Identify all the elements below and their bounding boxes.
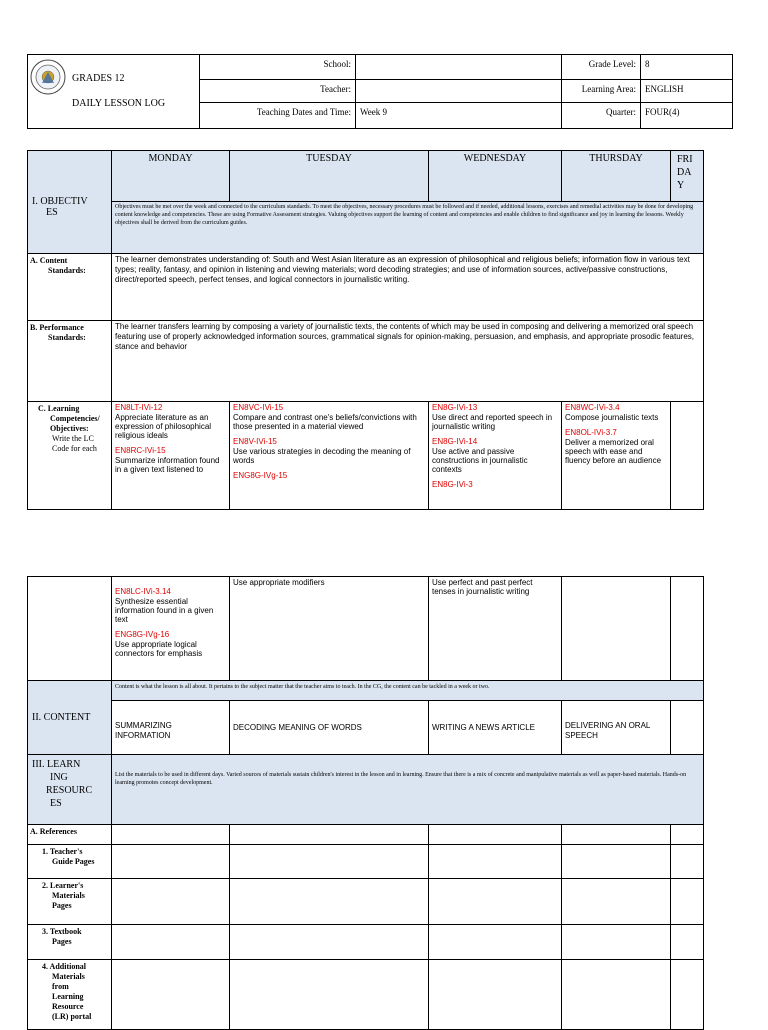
teacher-value[interactable] (356, 80, 562, 103)
competency-code: EN8OL-IVi-3.7 (565, 428, 617, 437)
monday-competencies-cont (112, 577, 230, 681)
day-monday: MONDAY (112, 151, 230, 202)
wednesday-competencies-cont (429, 577, 562, 681)
school-label: School: (200, 55, 356, 80)
competency-text: Use active and passive constructions in journalistic contexts (432, 447, 528, 474)
school-value[interactable] (356, 55, 562, 80)
thursday-competencies (562, 402, 671, 510)
competency-text: Use appropriate logical connectors for emphasis (115, 640, 203, 658)
competency-code: EN8RC-IVi-15 (115, 446, 166, 455)
monday-competencies (112, 402, 230, 510)
competency-code: ENG8G-IVg-15 (233, 471, 288, 480)
competency-code: EN8LT-IVi-12 (115, 403, 163, 412)
tb-thu[interactable] (562, 925, 671, 960)
learning-area-label: Learning Area: (562, 80, 641, 103)
friday-competencies (671, 402, 704, 510)
references-label: A. References (28, 825, 112, 845)
content-tuesday: DECODING MEANING OF WORDS (230, 701, 429, 755)
competency-code: EN8G-IVi-13 (432, 403, 478, 412)
day-friday: FRI DA Y (671, 151, 704, 202)
teachers-guide-label: 1. Teacher's Guide Pages (28, 845, 112, 879)
additional-materials-label: 4. Additional Materials from Learning Resource (LR) portal (28, 960, 112, 1030)
references-wed[interactable] (429, 825, 562, 845)
learning-area-value[interactable]: ENGLISH (641, 80, 733, 103)
am-wed[interactable] (429, 960, 562, 1030)
lm-mon[interactable] (112, 879, 230, 925)
tg-mon[interactable] (112, 845, 230, 879)
competency-code: EN8G-IVi-3 (432, 480, 473, 489)
tg-fri[interactable] (671, 845, 704, 879)
dll-title: DAILY LESSON LOG (72, 98, 166, 109)
competency-code: EN8WC-IVi-3.4 (565, 403, 620, 412)
deped-seal-icon (30, 59, 66, 95)
competency-code: EN8LC-IVi-3.14 (115, 587, 171, 596)
tb-fri[interactable] (671, 925, 704, 960)
competencies-label: C. Learning Competencies/ Objectives: Write the LC Code for each (28, 402, 112, 510)
day-wednesday: WEDNESDAY (429, 151, 562, 202)
lm-thu[interactable] (562, 879, 671, 925)
references-fri[interactable] (671, 825, 704, 845)
tuesday-competencies (230, 402, 429, 510)
competency-text: Synthesize essential information found in a given text (115, 597, 214, 624)
references-thu[interactable] (562, 825, 671, 845)
tb-mon[interactable] (112, 925, 230, 960)
objectives-table (27, 150, 704, 510)
header-table (27, 54, 733, 129)
references-tue[interactable] (230, 825, 429, 845)
lm-fri[interactable] (671, 879, 704, 925)
grade-title: GRADES 12 (72, 73, 125, 84)
wednesday-competencies (429, 402, 562, 510)
dates-label: Teaching Dates and Time: (200, 103, 356, 129)
textbook-label: 3. Textbook Pages (28, 925, 112, 960)
tb-tue[interactable] (230, 925, 429, 960)
lm-tue[interactable] (230, 879, 429, 925)
references-mon[interactable] (112, 825, 230, 845)
competency-text: Compose journalistic texts (565, 413, 659, 422)
tg-wed[interactable] (429, 845, 562, 879)
competency-code: EN8G-IVi-14 (432, 437, 478, 446)
resources-heading-cell (28, 755, 112, 825)
content-monday: SUMMARIZING INFORMATION (112, 701, 230, 755)
competency-text: Use direct and reported speech in journalistic writing (432, 413, 553, 431)
day-thursday: THURSDAY (562, 151, 671, 202)
competency-text: Deliver a memorized oral speech with ease and fluency before an audience (565, 438, 662, 465)
dates-value[interactable]: Week 9 (356, 103, 562, 129)
resources-heading: III. LEARN ING RESOURC ES (32, 759, 93, 809)
friday-competencies-cont (671, 577, 704, 681)
tb-wed[interactable] (429, 925, 562, 960)
competency-text: Use various strategies in decoding the meaning of words (233, 447, 411, 465)
objectives-note: Objectives must be met over the week and connected to the curriculum standards. To meet the objectives, necessary procedures must be followed and if needed, additional lessons, exercises and remedial activities may be done for developing content knowledge and competencies. These are using Formative Assessment strategies. Valuing objectives support the learning of content and competencies and enable children to find significance and joy in learning the lessons. Weekly objectives shall be derived from the curriculum guides. (112, 202, 704, 254)
grade-level-value[interactable]: 8 (641, 55, 733, 80)
teacher-label: Teacher: (200, 80, 356, 103)
tuesday-competencies-cont (230, 577, 429, 681)
objectives-heading: I. OBJECTIV ES (32, 196, 88, 218)
learners-materials-label: 2. Learner's Materials Pages (28, 879, 112, 925)
day-tuesday: TUESDAY (230, 151, 429, 202)
competency-text: Appreciate literature as an expression of philosophical religious ideals (115, 413, 212, 440)
quarter-label: Quarter: (562, 103, 641, 129)
competency-text: Use appropriate modifiers (233, 578, 325, 587)
performance-standards-label: B. Performance Standards: (28, 321, 112, 402)
content-heading: II. CONTENT (32, 712, 91, 723)
header-logo-cell (28, 55, 200, 129)
resources-note: List the materials to be used in different days. Varied sources of materials sustain children's interest in the lesson and in learning. Ensure that there is a mix of concrete and manipulative materials as well as paper-based materials. Hands-on learning promotes concept development. (112, 755, 704, 825)
competency-text: Compare and contrast one's beliefs/convictions with those presented in a material viewed (233, 413, 417, 431)
continuation-table (27, 576, 704, 1030)
content-thursday: DELIVERING AN ORAL SPEECH (562, 701, 671, 755)
am-fri[interactable] (671, 960, 704, 1030)
content-standards-label: A. Content Standards: (28, 254, 112, 321)
objectives-heading-cell (28, 151, 112, 254)
competencies-cont-label (28, 577, 112, 681)
competency-text: Summarize information found in a given text listened to (115, 456, 220, 474)
am-thu[interactable] (562, 960, 671, 1030)
content-wednesday: WRITING A NEWS ARTICLE (429, 701, 562, 755)
quarter-value[interactable]: FOUR(4) (641, 103, 733, 129)
content-note: Content is what the lesson is all about. It pertains to the subject matter that the teacher aims to teach. In the CG, the content can be tackled in a week or two. (112, 681, 704, 701)
competency-code: ENG8G-IVg-16 (115, 630, 170, 639)
thursday-competencies-cont (562, 577, 671, 681)
content-heading-cell (28, 681, 112, 755)
am-tue[interactable] (230, 960, 429, 1030)
tg-thu[interactable] (562, 845, 671, 879)
performance-standards-text: The learner transfers learning by composing a variety of journalistic texts, the contents of which may be used in composing and delivering a memorized oral speech featuring use of properly acknowledged information sources, grammatical signals for opinion-making, persuasion, and emphasis, and appropriate prosodic features, stance and behavior (112, 321, 704, 402)
competency-code: EN8VC-IVi-15 (233, 403, 284, 412)
competency-text: Use perfect and past perfect tenses in journalistic writing (432, 578, 533, 596)
tg-tue[interactable] (230, 845, 429, 879)
content-friday (671, 701, 704, 755)
grade-level-label: Grade Level: (562, 55, 641, 80)
lm-wed[interactable] (429, 879, 562, 925)
am-mon[interactable] (112, 960, 230, 1030)
competency-code: EN8V-IVi-15 (233, 437, 277, 446)
content-standards-text: The learner demonstrates understanding of: South and West Asian literature as an expression of philosophical and religious beliefs; information flow in various text types; reality, fantasy, and opinion in listening and viewing materials; word decoding strategies; and use of information sources, active/passive constructions, direct/reported speech, perfect tenses, and logical connectors in journalistic writing. (112, 254, 704, 321)
